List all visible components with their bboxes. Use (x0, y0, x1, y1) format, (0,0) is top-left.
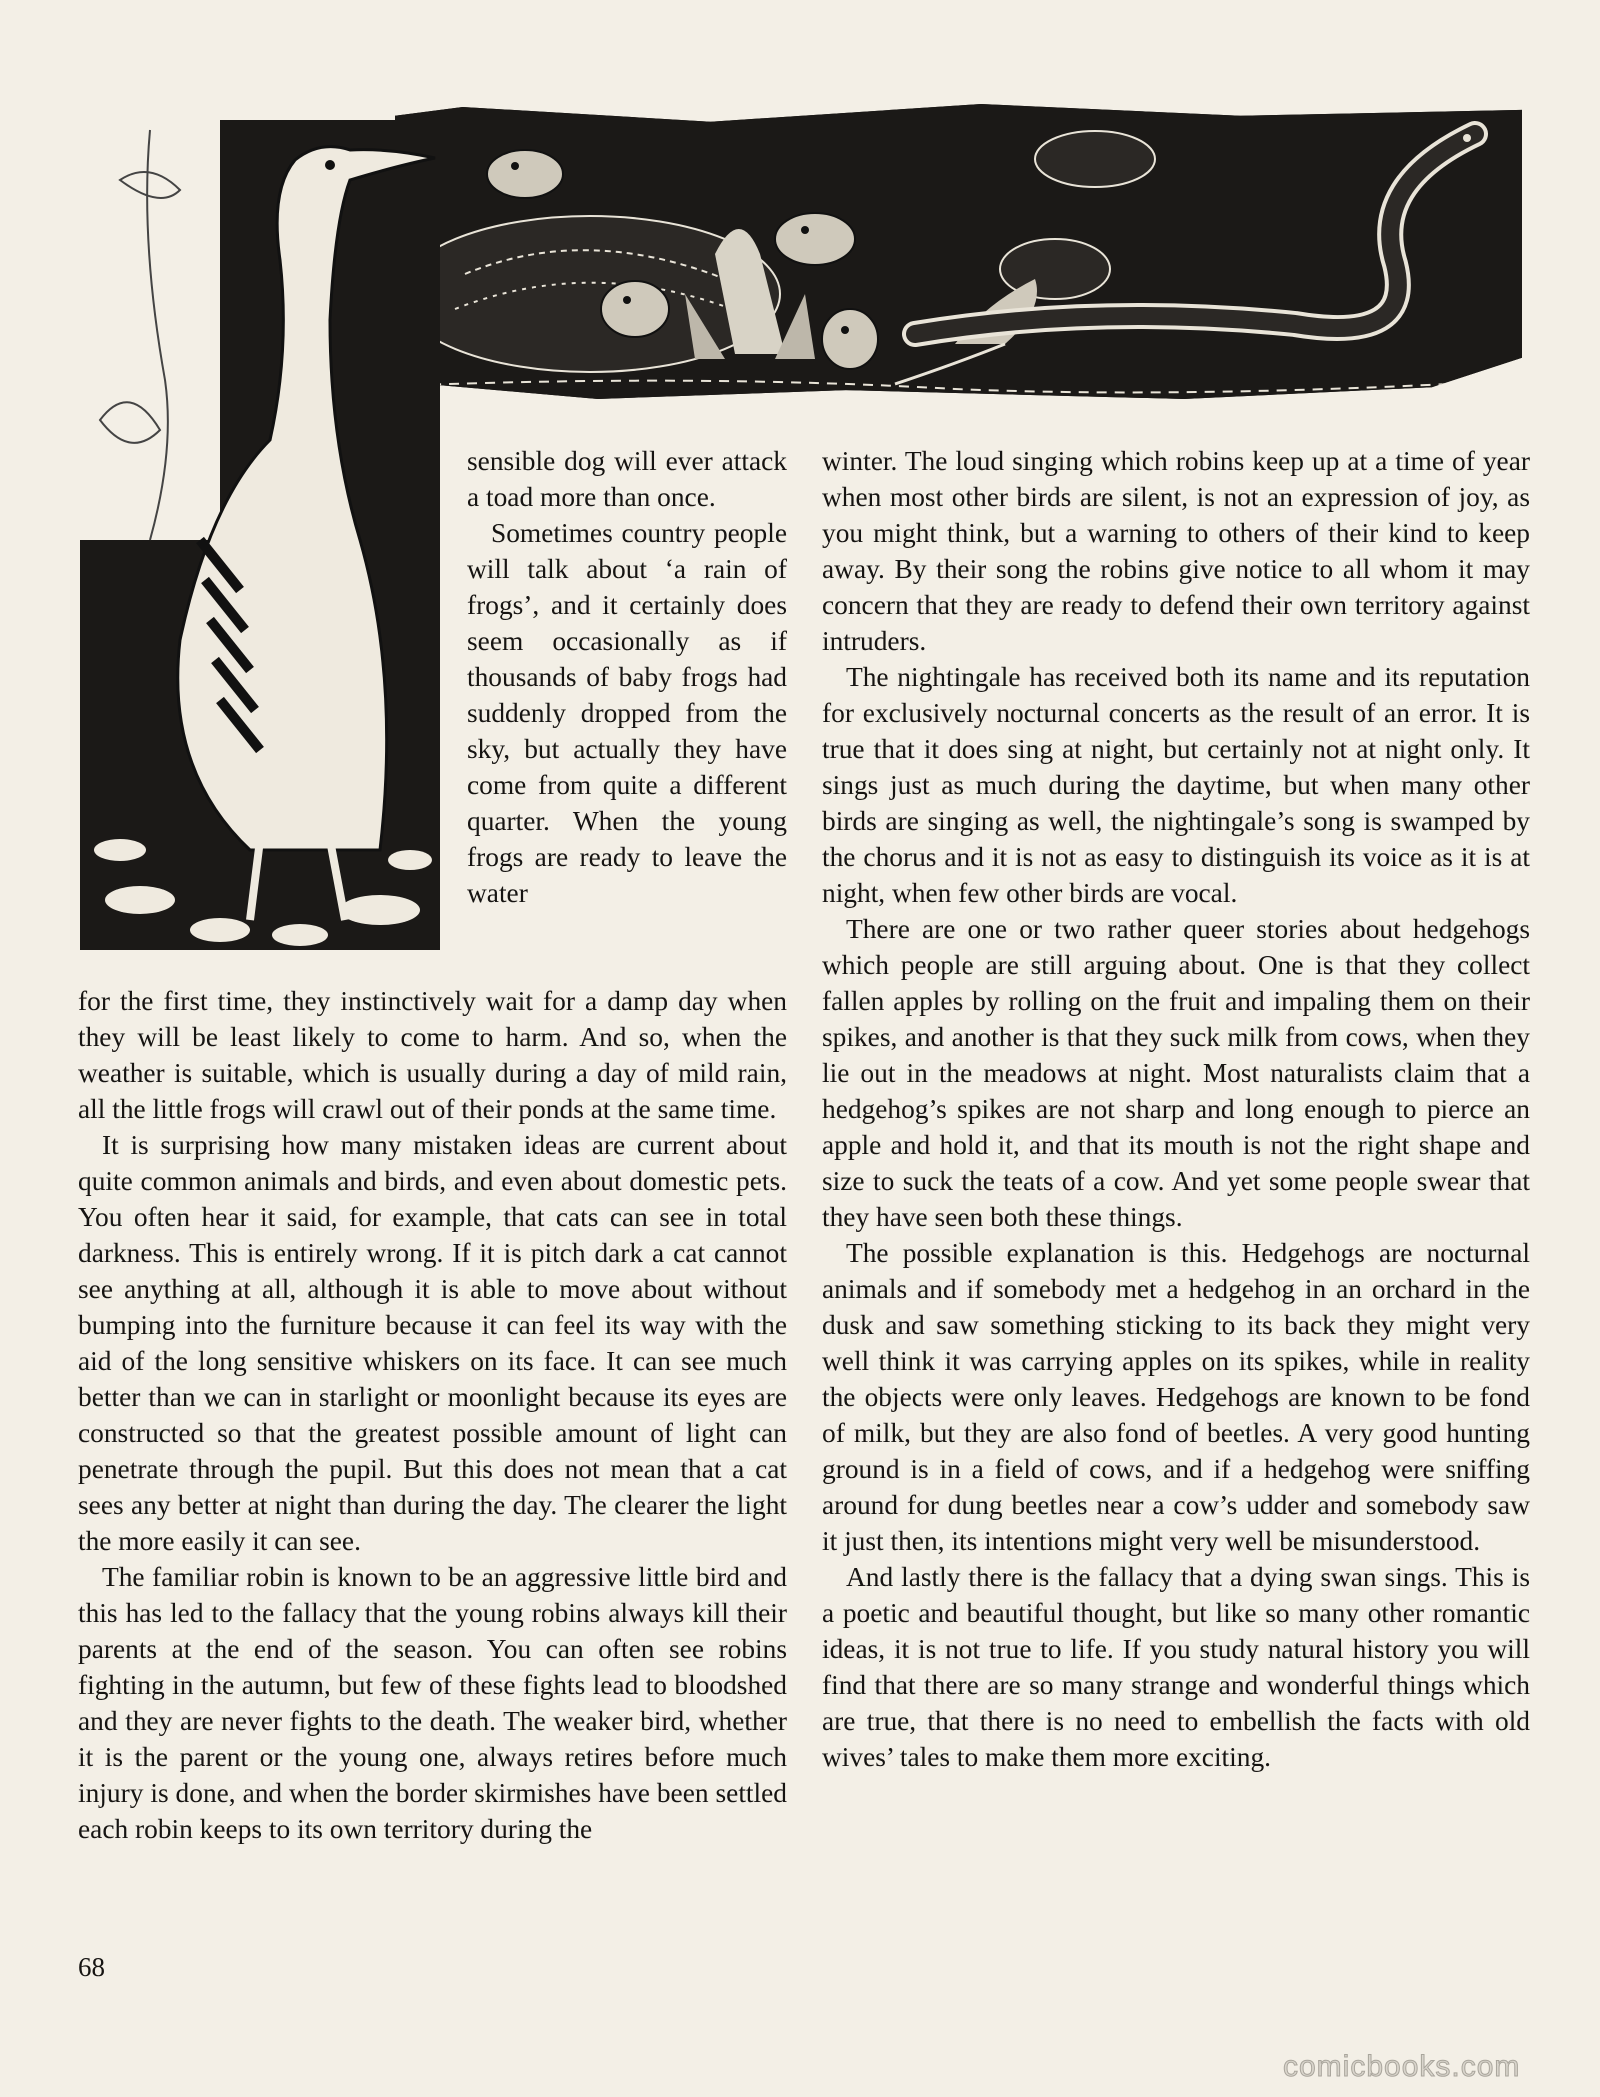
page-number: 68 (78, 1952, 105, 1982)
paragraph: There are one or two rather queer stories about hedgehogs which people are still arguing about. One is that they collect fallen apples by rolling on the fruit and impaling them on their spikes, and another is that they suck milk from cows, when they lie out in the meadows at night. Most naturalists claim that a hedgehog’s spikes are not sharp and long enough to pierce an apple and hold it, and that its mouth is not the right shape and size to suck the teats of a cow. And yet some people swear that they have seen both these things. (822, 914, 1530, 1232)
article-narrow-column (467, 443, 787, 911)
pond-scene-frogs-lily-pads-eel-illustration (395, 104, 1522, 399)
paragraph: It is surprising how many mistaken ideas are current about quite common animals and birds, and even about domestic pets. You often hear it said, for example, that cats can see in total darkness. This is entirely wrong. If it is pitch dark a cat cannot see anything at all, although it is able to move about without bumping into the furniture because it can feel its way with the aid of the long sensitive whiskers on its face. It can see much better than we can in starlight or moonlight because its eyes are constructed so that the greatest possible amount of light can penetrate through the pupil. But this does not mean that a cat sees any better at night than during the day. The clearer the light the more easily it can see. (78, 1130, 787, 1556)
goose-illustration (80, 120, 440, 950)
paragraph: winter. The loud singing which robins keep up at a time of year when most other birds are silent, is not an expression of joy, as you might think, but a warning to others of their kind to keep away. By their song the robins give notice to all whom it may concern that they are ready to defend their own territory against intruders. (822, 446, 1530, 656)
pond-scene-illustration (395, 104, 1522, 399)
paragraph: for the first time, they instinctively wait for a damp day when they will be least likely to come to harm. And so, when the weather is suitable, which is usually during a day of mild rain, all the little frogs will crawl out of their ponds at the same time. (78, 986, 787, 1124)
paragraph: The familiar robin is known to be an aggressive little bird and this has led to the fallacy that the young robins always kill their parents at the end of the season. You can often see robins fighting in the autumn, but few of these fights lead to bloodshed and they are never fights to the death. The weaker bird, whether it is the parent or the young one, always retires before much injury is done, and when the border skirmishes have been settled each robin keeps to its own territory during the (78, 1562, 787, 1844)
article-left-column (78, 983, 787, 1847)
paragraph: The nightingale has received both its name and its reputation for exclusively nocturnal concerts as the result of an error. It is true that it does sing at night, but certainly not at night only. It sings just as much during the daytime, but when many other birds are singing as well, the nightingale’s song is swamped by the chorus and it is not as easy to distinguish its voice as it is at night, when few other birds are vocal. (822, 662, 1530, 908)
article-right-column (822, 443, 1530, 1775)
paragraph: Sometimes country people will talk about ‘a rain of frogs’, and it certainly does seem occasionally as if thousands of baby frogs had suddenly dropped from the sky, but actually they have come from quite a different quarter. When the young frogs are ready to leave the water (467, 518, 787, 908)
paragraph: And lastly there is the fallacy that a dying swan sings. This is a poetic and beautiful thought, but like so many other romantic ideas, it is not true to life. If you study natural history you will find that there are so many strange and wonderful things which are true, that there is no need to embellish the facts with old wives’ tales to make them more exciting. (822, 1562, 1530, 1772)
watermark: comicbooks.com (1283, 2050, 1521, 2083)
paragraph: The possible explanation is this. Hedgehogs are nocturnal animals and if somebody met a hedgehog in an orchard in the dusk and saw something sticking to its back they might very well think it was carrying apples on its spikes, while in reality the objects were only leaves. Hedgehogs are known to be fond of milk, but they are also fond of beetles. A very good hunting ground is in a field of cows, and if a hedgehog were sniffing around for dung beetles near a cow’s udder and somebody saw it just then, its intentions might very well be misunderstood. (822, 1238, 1530, 1556)
paragraph: sensible dog will ever attack a toad more than once. (467, 446, 787, 512)
goose-illustration (80, 120, 440, 950)
